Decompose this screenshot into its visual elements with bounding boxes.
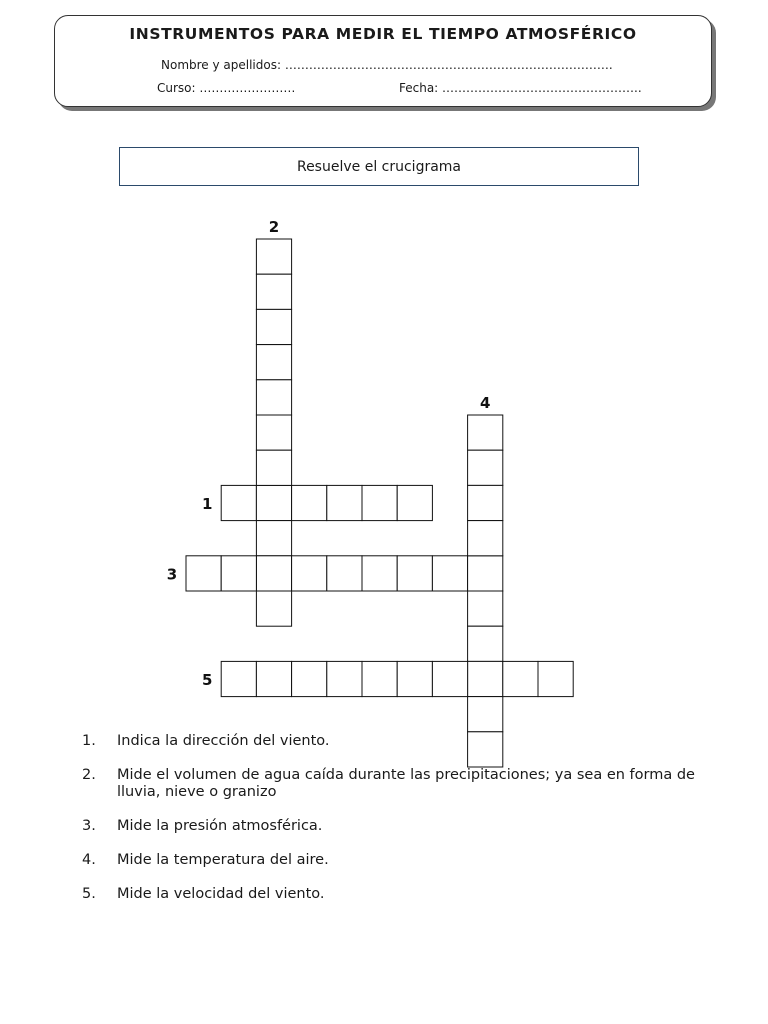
crossword-cell[interactable] [362, 661, 397, 696]
crossword-cell[interactable] [256, 274, 291, 309]
crossword-cell[interactable] [186, 556, 221, 591]
clue-number-label: 4 [479, 394, 491, 412]
crossword-cell[interactable] [256, 415, 291, 450]
crossword-cell[interactable] [221, 661, 256, 696]
clue-item [82, 852, 702, 869]
crossword-cell[interactable] [327, 485, 362, 520]
clue-list [82, 733, 702, 920]
crossword-cell[interactable] [503, 661, 538, 696]
crossword-cell[interactable] [256, 485, 291, 520]
crossword-cell[interactable] [292, 556, 327, 591]
header-box [54, 15, 712, 107]
crossword-cell[interactable] [256, 380, 291, 415]
crossword-cell[interactable] [432, 556, 467, 591]
crossword-cell[interactable] [468, 556, 503, 591]
crossword-cell[interactable] [468, 626, 503, 661]
clue-item [82, 886, 702, 903]
crossword-cell[interactable] [256, 556, 291, 591]
clue-item [82, 733, 702, 750]
crossword-cell[interactable] [468, 485, 503, 520]
crossword-cell[interactable] [256, 239, 291, 274]
crossword-cell[interactable] [256, 591, 291, 626]
clue-number-label: 3 [166, 565, 178, 584]
crossword-cell[interactable] [256, 521, 291, 556]
clue-number: 1. [82, 733, 96, 749]
crossword-cell[interactable] [256, 661, 291, 696]
clue-item [82, 818, 702, 835]
crossword-cell[interactable] [397, 485, 432, 520]
crossword-cell[interactable] [362, 556, 397, 591]
clue-number: 3. [82, 818, 96, 834]
clue-text: Mide la velocidad del viento. [117, 886, 325, 902]
clue-text: Mide el volumen de agua caída durante las precipitaciones; ya sea en forma de lluvia, nieve o granizo [117, 767, 695, 800]
crossword-cell[interactable] [256, 345, 291, 380]
date-field[interactable]: Fecha: ………………………………………….. [399, 81, 642, 95]
crossword-cell[interactable] [221, 556, 256, 591]
crossword-cell[interactable] [327, 556, 362, 591]
clue-text: Mide la temperatura del aire. [117, 852, 329, 868]
crossword-cell[interactable] [256, 309, 291, 344]
worksheet-title: INSTRUMENTOS PARA MEDIR EL TIEMPO ATMOSFÉRICO [129, 25, 637, 43]
crossword-cell[interactable] [327, 661, 362, 696]
crossword-cell[interactable] [362, 485, 397, 520]
crossword-cell[interactable] [468, 697, 503, 732]
crossword-cell[interactable] [256, 450, 291, 485]
clue-number-label: 1 [201, 495, 213, 513]
instruction-box: Resuelve el crucigrama [119, 147, 639, 186]
crossword-cell[interactable] [432, 661, 467, 696]
crossword-cell[interactable] [538, 661, 573, 696]
crossword-cell[interactable] [468, 521, 503, 556]
crossword-cell[interactable] [468, 661, 503, 696]
clue-item [82, 767, 702, 801]
crossword-cell[interactable] [397, 661, 432, 696]
crossword-cell[interactable] [468, 415, 503, 450]
clue-number-label: 2 [268, 218, 280, 236]
name-field[interactable]: Nombre y apellidos: ………………………………………………………………………. [161, 58, 613, 72]
clue-text: Mide la presión atmosférica. [117, 818, 323, 834]
course-field[interactable]: Curso: …………………… [157, 81, 296, 95]
crossword-cell[interactable] [221, 485, 256, 520]
clue-number: 4. [82, 852, 96, 868]
clue-text: Indica la dirección del viento. [117, 733, 330, 749]
crossword-cell[interactable] [468, 450, 503, 485]
crossword-cell[interactable] [468, 591, 503, 626]
crossword-cell[interactable] [292, 485, 327, 520]
crossword-cell[interactable] [292, 661, 327, 696]
clue-number: 2. [82, 767, 96, 783]
crossword-cell[interactable] [397, 556, 432, 591]
clue-number-label: 5 [201, 671, 213, 689]
clue-number: 5. [82, 886, 96, 902]
